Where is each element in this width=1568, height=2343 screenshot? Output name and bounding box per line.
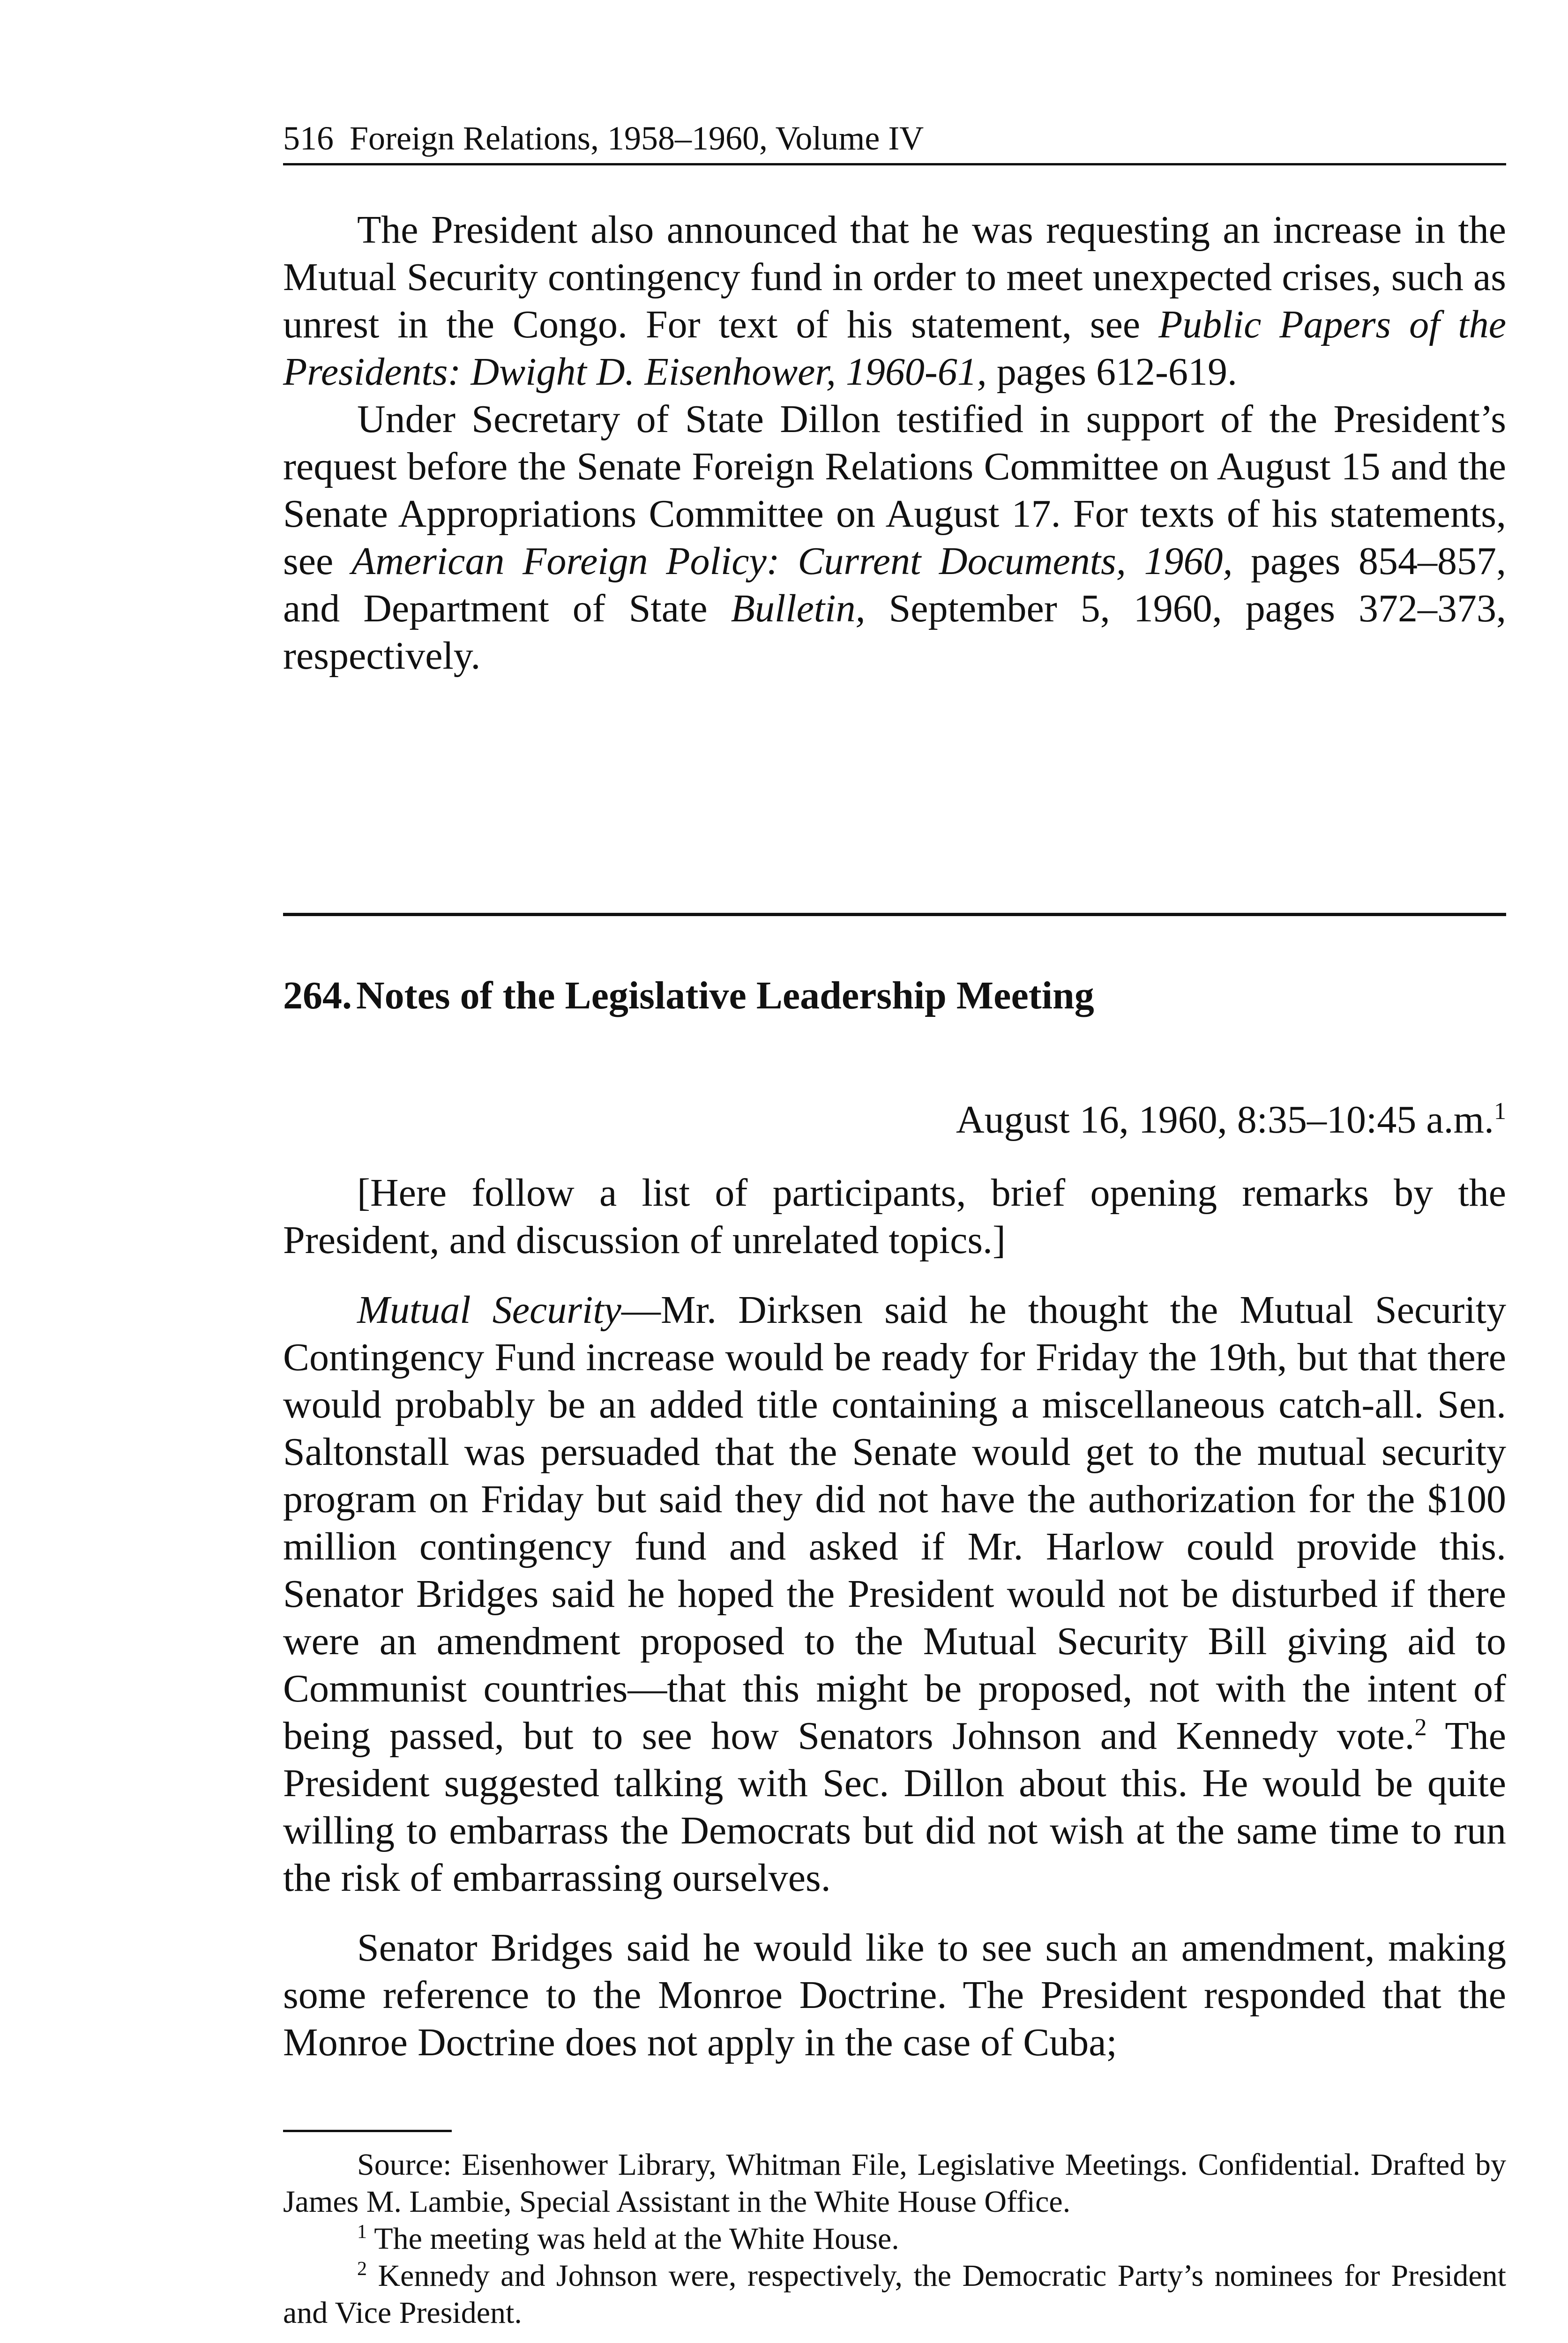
footnote-2 [283,2257,1506,2331]
document-title: Notes of the Legislative Leadership Meeting [356,974,1094,1017]
document-heading [283,972,1506,1019]
intro-p2-text-a: Under Secretary of State Dillon testified in support of the President’s request before the Senate Foreign Relations Committee on August 15 and the Senate Appropriations Committee on August 17. For texts of his statements, see [283,397,1506,583]
footnote-2-mark: 2 [357,2258,367,2280]
body-paragraph-2: Senator Bridges said he would like to see such an amendment, making some reference to the Monroe Doctrine. The President responded that the Monroe Doctrine does not apply in the case of Cuba; [283,1926,1506,2064]
footnote-1-mark: 1 [357,2221,367,2243]
footnotes [283,2146,1506,2331]
body-p1-text-a: —Mr. Dirksen said he thought the Mutual Security Contingency Fund increase would be ready for Friday the 19th, but that there would probably be an added title containing a miscellaneous catch-all. Sen. Saltonstall was persuaded that the Senate would get to the mutual security program on Friday but said they did not have the authorization for the $100 million contingency fund and asked if Mr. Harlow could provide this. Senator Bridges said he hoped the President would not be disturbed if there were an amendment proposed to the Mutual Security Bill giving aid to Communist countries—that this might be proposed, not with the intent of being passed, but to see how Senators Johnson and Kennedy vote. [283,1288,1506,1758]
footnote-1-text: The meeting was held at the White House. [367,2222,899,2256]
intro-p2-citation: American Foreign Policy: Current Documents, 1960, [351,539,1233,583]
intro-p2-bulletin: Bulletin, [731,587,866,630]
section-divider [283,913,1506,916]
footnote-ref-1: 1 [1494,1098,1506,1125]
footnote-rule [283,2130,452,2132]
source-note: Source: Eisenhower Library, Whitman File, Legislative Meetings. Confidential. Drafted by James M. Lambie, Special Assistant in the White House Office. [283,2148,1506,2219]
dateline [283,1097,1506,1143]
running-head [283,117,1506,165]
intro-paragraph-1 [283,206,1506,395]
footnote-1 [283,2220,1506,2257]
document-body [283,1169,1506,2066]
editorial-note: [Here follow a list of participants, brief opening remarks by the President, and discussion of unrelated topics.] [283,1171,1506,1262]
topic-heading: Mutual Security [357,1288,621,1332]
intro-p1-text-a: The President also announced that he was requesting an increase in the Mutual Security contingency fund in order to meet unexpected crises, such as unrest in the Congo. For text of his statement, see [283,208,1506,346]
body-paragraph-1 [283,1286,1506,1902]
footnote-ref-2: 2 [1414,1714,1427,1741]
intro-text [283,206,1506,679]
page-number: 516 [283,119,334,157]
intro-p2-text-c: September 5, 1960, pages 372–373, respectively. [283,587,1506,678]
footnote-2-text: Kennedy and Johnson were, respectively, the Democratic Party’s nominees for President and Vice President. [283,2259,1506,2330]
intro-paragraph-2 [283,395,1506,679]
intro-p2-text-b: pages 854–857, and Department of State [283,539,1506,630]
dateline-text: August 16, 1960, 8:35–10:45 a.m. [956,1098,1494,1142]
volume-title: Foreign Relations, 1958–1960, Volume IV [350,119,924,157]
intro-p1-citation: Public Papers of the Presidents: Dwight D. Eisenhower, 1960-61, [283,303,1506,394]
document-number: 264. [283,974,352,1017]
body-p1-text-b: The President suggested talking with Sec. Dillon about this. He would be quite willing to embarrass the Democrats but did not wish at the same time to run the risk of embarrassing ourselves. [283,1714,1506,1900]
intro-p1-text-b: pages 612-619. [986,350,1238,394]
